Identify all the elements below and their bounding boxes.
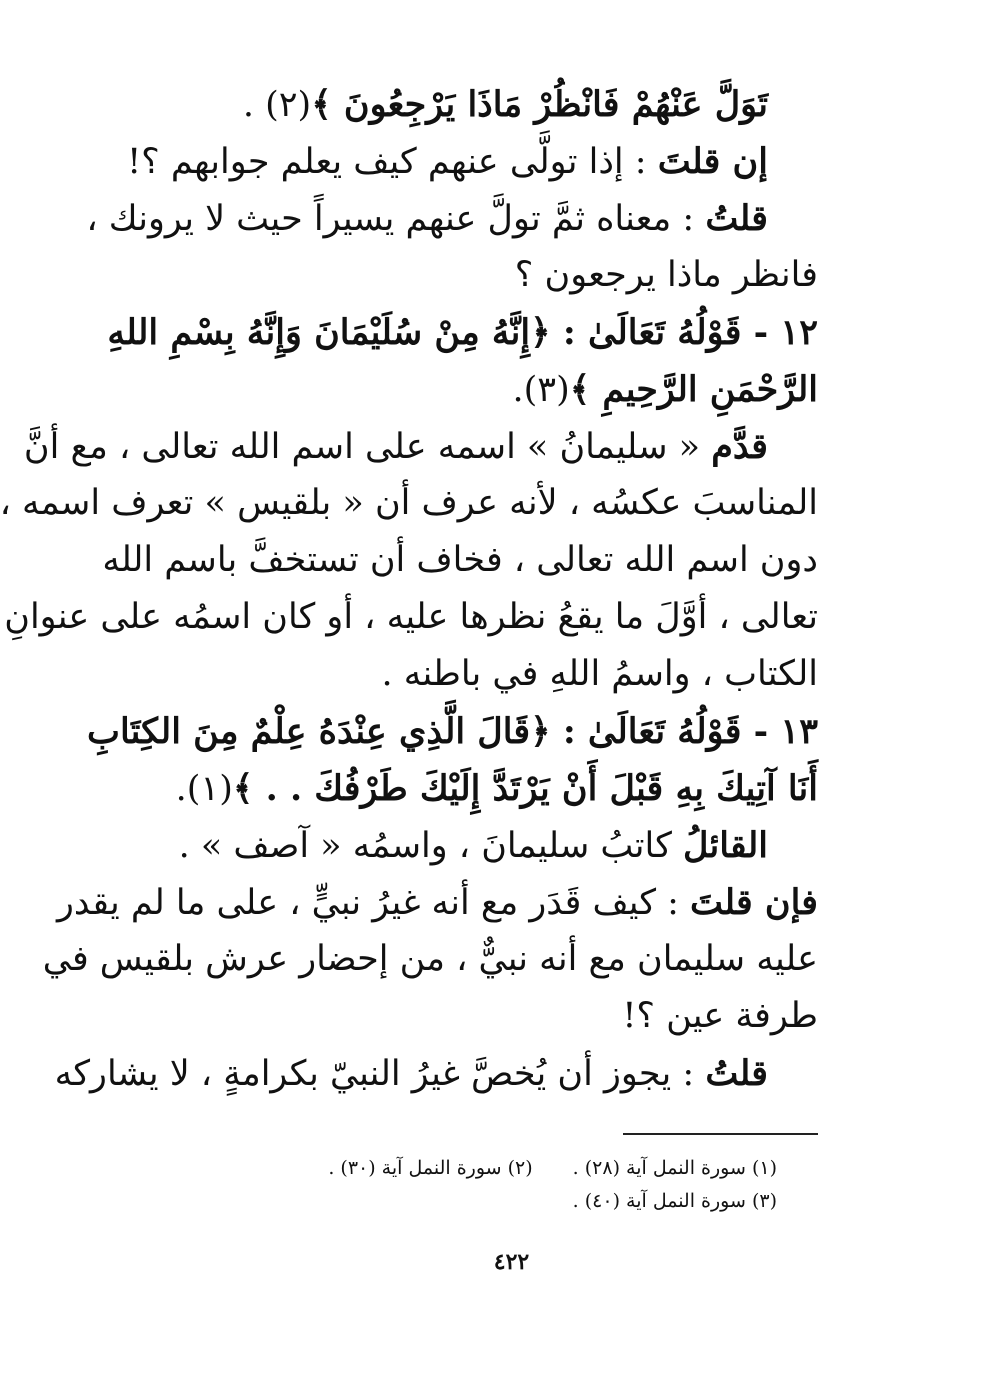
text-segment: (١). bbox=[175, 769, 233, 809]
text-line bbox=[23, 418, 818, 475]
text-line bbox=[170, 817, 818, 874]
text-segment: : يجوز أن يُخصَّ غيرُ النبيّ بكرامةٍ ، لا يشاركه bbox=[54, 1054, 706, 1094]
text-line bbox=[170, 760, 818, 817]
text-line bbox=[127, 133, 818, 190]
text-segment: دون اسم الله تعالى ، فخاف أن تستخفَّ باسم الله bbox=[102, 540, 818, 580]
text-segment: الكتاب ، واسمُ اللهِ في باطنه . bbox=[381, 654, 818, 694]
text-line bbox=[0, 475, 818, 532]
text-segment: (٣). bbox=[512, 370, 570, 410]
bold-segment: فإن قلتَ bbox=[690, 882, 818, 923]
text-segment: : كيف قَدَر مع أنه غيرُ نبيٍّ ، على ما لم يقدر bbox=[56, 883, 691, 923]
text-segment: عليه سليمان مع أنه نبيٌّ ، من إحضار عرش بلقيس في bbox=[42, 939, 818, 979]
bold-segment: إن قلتَ bbox=[657, 141, 768, 182]
bold-segment: قلتُ bbox=[705, 198, 768, 239]
text-segment: : معناه ثمَّ تولَّ عنهم يسيراً حيث لا يرونك ، bbox=[86, 199, 706, 239]
bold-segment: أَنَا آتِيكَ بِهِ قَبْلَ أَنْ يَرْتَدَّ إِلَيْكَ طَرْفُكَ . . ﴾ bbox=[232, 768, 818, 809]
footnote-3: (٣) سورة النمل آية (٤٠) . bbox=[572, 1190, 777, 1212]
text-line bbox=[56, 874, 818, 931]
text-line bbox=[170, 988, 818, 1045]
text-line bbox=[87, 703, 818, 760]
text-segment: طرفة عين ؟! bbox=[622, 996, 818, 1036]
text-line bbox=[86, 190, 818, 247]
text-line bbox=[102, 532, 818, 589]
text-segment: تعالى ، أوَّلَ ما يقعُ نظرها عليه ، أو كان اسمُه على عنوانِ bbox=[4, 597, 818, 637]
footnotes bbox=[217, 1152, 777, 1218]
footnote-2: (٢) سورة النمل آية (٣٠) . bbox=[328, 1157, 533, 1179]
footnote-row bbox=[217, 1185, 777, 1218]
text-segment: : إذا تولَّى عنهم كيف يعلم جوابهم ؟! bbox=[127, 142, 658, 182]
bold-segment: ١٢ - قَوْلُهُ تَعَالَىٰ : ﴿إِنَّهُ مِنْ سُلَيْمَانَ وَإِنَّهُ بِسْمِ اللهِ bbox=[107, 312, 818, 353]
text-segment: « سليمانُ » اسمه على اسم الله تعالى ، مع أنَّ bbox=[23, 427, 712, 467]
text-line bbox=[54, 1045, 818, 1102]
bold-segment: الرَّحْمَنِ الرَّحِيمِ ﴾ bbox=[569, 369, 818, 410]
bold-segment: تَوَلَّ عَنْهُمْ فَانْظُرْ مَاذَا يَرْجِعُونَ ﴾ bbox=[311, 84, 768, 125]
text-line bbox=[170, 76, 818, 133]
bold-segment: قلتُ bbox=[705, 1053, 768, 1094]
footnote-separator bbox=[623, 1133, 818, 1135]
text-line bbox=[4, 589, 818, 646]
bold-segment: ١٣ - قَوْلُهُ تَعَالَىٰ : ﴿قَالَ الَّذِي عِنْدَهُ عِلْمٌ مِنَ الكِتَابِ bbox=[87, 711, 818, 752]
text-line bbox=[170, 646, 818, 703]
footnote-1: (١) سورة النمل آية (٢٨) . bbox=[572, 1157, 777, 1179]
text-line bbox=[170, 361, 818, 418]
bold-segment: قدَّم bbox=[711, 426, 768, 467]
text-segment: المناسبَ عكسُه ، لأنه عرف أن « بلقيس » تعرف اسمه ، bbox=[0, 483, 818, 523]
text-segment: كاتبُ سليمانَ ، واسمُه « آصف » . bbox=[178, 826, 683, 866]
text-segment: فانظر ماذا يرجعون ؟ bbox=[514, 255, 818, 295]
text-line bbox=[170, 247, 818, 304]
text-line bbox=[107, 304, 818, 361]
footnote-row bbox=[217, 1152, 777, 1185]
bold-segment: القائلُ bbox=[682, 825, 768, 866]
text-line bbox=[42, 931, 818, 988]
text-segment: (٢) . bbox=[242, 85, 312, 125]
main-text bbox=[0, 76, 818, 1102]
page-number: ٤٢٢ bbox=[493, 1249, 530, 1275]
